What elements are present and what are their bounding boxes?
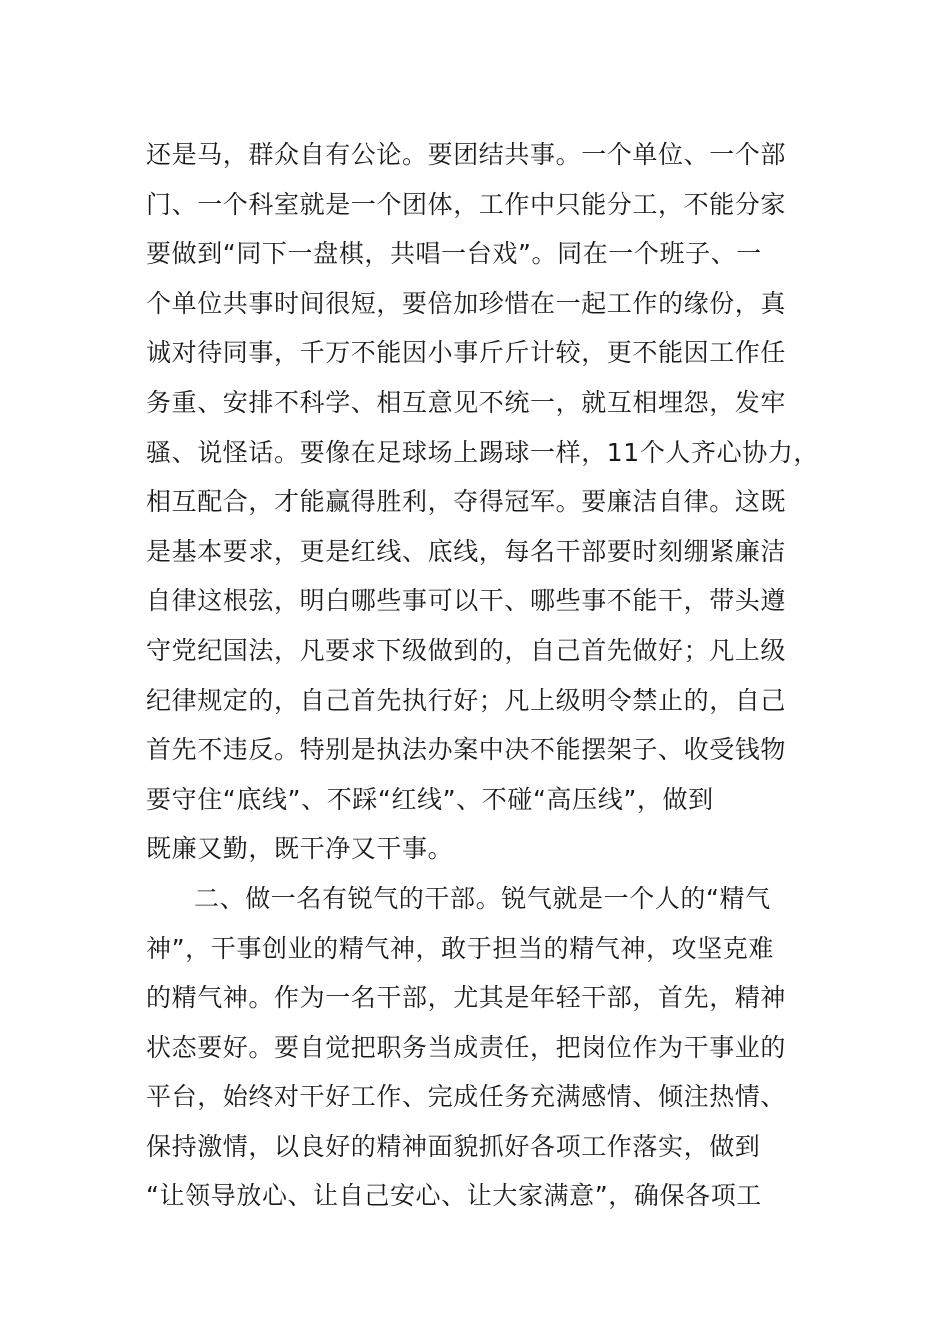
- text-line: 首先不违反。特别是执法办案中决不能摆架子、收受钱物: [146, 735, 787, 765]
- text-line: 状态要好。要自觉把职务当成责任，把岗位作为干事业的: [146, 1032, 787, 1062]
- text-line: 纪律规定的，自己首先执行好；凡上级明令禁止的，自己: [146, 685, 787, 715]
- body-text: [146, 130, 846, 1221]
- text-line: 门、一个科室就是一个团体，工作中只能分工，不能分家: [146, 189, 787, 219]
- text-line: 神”，干事创业的精气神，敢于担当的精气神，攻坚克难: [146, 933, 774, 963]
- text-line: 自律这根弦，明白哪些事可以干、哪些事不能干，带头遵: [146, 586, 787, 616]
- text-line: 还是马，群众自有公论。要团结共事。一个单位、一个部: [146, 140, 787, 169]
- text-line: 相互配合，才能赢得胜利，夺得冠军。要廉洁自律。这既: [146, 487, 787, 517]
- text-line: 要守住“底线”、不踩“红线”、不碰“高压线”，做到: [146, 784, 714, 814]
- paragraph-start-line: 二、做一名有锐气的干部。锐气就是一个人的“精气: [194, 883, 771, 913]
- text-line: 既廉又勤，既干净又干事。: [146, 834, 454, 864]
- text-line: 个单位共事时间很短，要倍加珍惜在一起工作的缘份，真: [146, 288, 787, 318]
- text-line: 务重、安排不科学、相互意见不统一，就互相埋怨，发牢: [146, 387, 787, 417]
- text-line: 骚、说怪话。要像在足球场上踢球一样，11个人齐心协力，: [146, 437, 820, 467]
- text-line: “让领导放心、让自己安心、让大家满意”，确保各项工: [146, 1181, 762, 1211]
- text-line: 是基本要求，更是红线、底线，每名干部要时刻绷紧廉洁: [146, 536, 787, 566]
- text-line: 的精气神。作为一名干部，尤其是年轻干部，首先，精神: [146, 983, 787, 1013]
- text-line: 平台，始终对干好工作、完成任务充满感情、倾注热情、: [146, 1082, 787, 1112]
- text-line: 保持激情，以良好的精神面貌抓好各项工作落实，做到: [146, 1131, 761, 1161]
- text-line: 守党纪国法，凡要求下级做到的，自己首先做好；凡上级: [146, 635, 787, 665]
- text-line: 诚对待同事，千万不能因小事斤斤计较，更不能因工作任: [146, 338, 787, 368]
- text-line: 要做到“同下一盘棋，共唱一台戏”。同在一个班子、一: [146, 239, 762, 269]
